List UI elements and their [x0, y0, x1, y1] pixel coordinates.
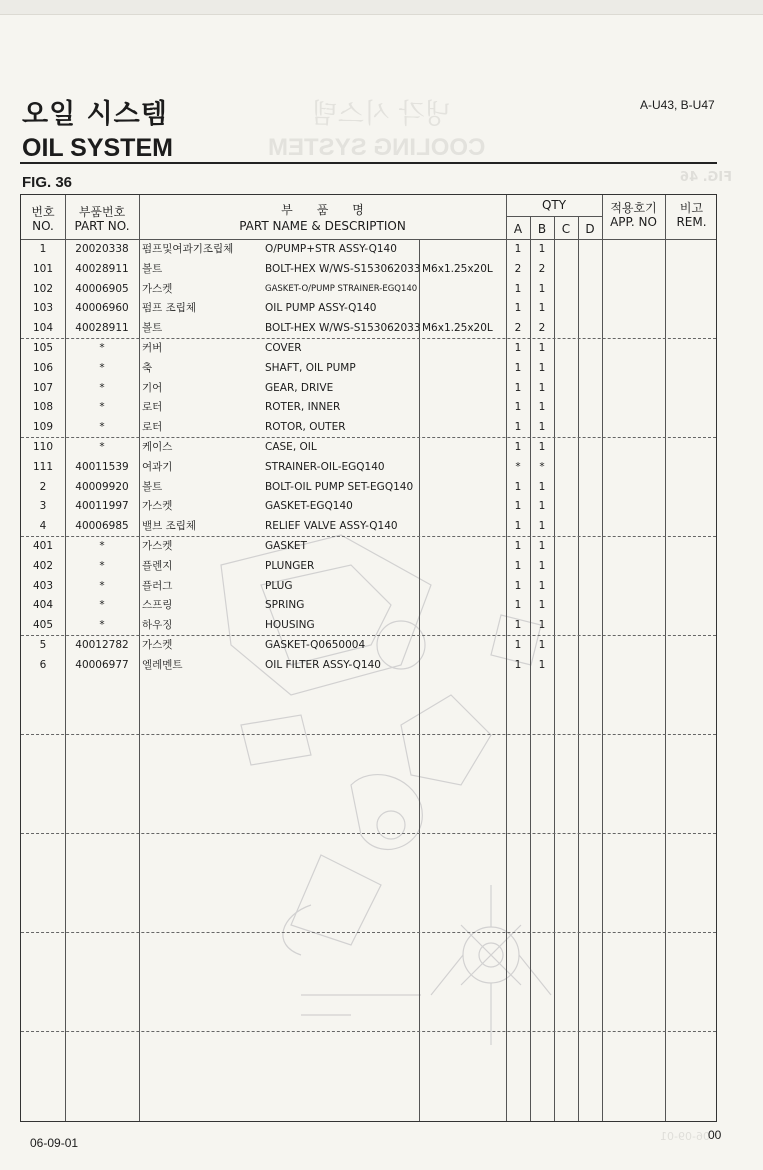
row-description: STRAINER-OIL-EGQ140: [265, 461, 385, 473]
row-name-korean: 플렌지: [142, 560, 173, 572]
row-qty-b: 1: [538, 481, 546, 493]
row-part-number: 40009920: [75, 481, 129, 493]
row-name-korean: 가스켓: [142, 639, 173, 651]
row-number: 2: [39, 481, 47, 493]
row-qty-a: 1: [514, 283, 522, 295]
figure-label: FIG. 36: [22, 174, 73, 191]
row-description: RELIEF VALVE ASSY-Q140: [265, 520, 398, 532]
row-part-number: 40012782: [75, 639, 129, 651]
row-description: O/PUMP+STR ASSY-Q140: [265, 243, 397, 255]
row-description: GASKET: [265, 540, 307, 552]
row-number: 107: [32, 382, 54, 394]
header-part-no-en: PART NO.: [74, 219, 130, 233]
row-number: 5: [39, 639, 47, 651]
row-qty-b: 1: [538, 520, 546, 532]
row-number: 1: [39, 243, 47, 255]
row-number: 401: [32, 540, 54, 552]
header-app-no-en: APP. NO: [610, 215, 657, 229]
row-qty-a: 1: [514, 441, 522, 453]
header-no-en: NO.: [32, 219, 54, 233]
header-qty-b: B: [537, 222, 547, 236]
row-part-number: 40028911: [75, 322, 129, 334]
page-title-english: OIL SYSTEM: [22, 134, 173, 162]
col-divider-d: [602, 195, 603, 1121]
row-number: 104: [32, 322, 54, 334]
row-qty-a: 1: [514, 401, 522, 413]
row-spec: M6x1.25x20L: [422, 263, 493, 275]
bleed-through-footer: 06-09-01: [660, 1130, 710, 1143]
row-part-number: *: [99, 401, 105, 413]
row-description: GASKET-Q0650004: [265, 639, 366, 651]
row-number: 404: [32, 599, 54, 611]
row-name-korean: 여과기: [142, 461, 173, 473]
row-description: ROTOR, OUTER: [265, 421, 346, 433]
row-part-number: *: [99, 382, 105, 394]
row-name-korean: 펌프및여과기조립체: [142, 243, 234, 255]
group-rule-7: [21, 932, 716, 933]
group-rule-2: [21, 437, 716, 438]
row-name-korean: 로터: [142, 401, 163, 413]
header-no: [21, 205, 65, 233]
row-qty-b: 1: [538, 302, 546, 314]
row-qty-a: 1: [514, 243, 522, 255]
row-name-korean: 가스켓: [142, 283, 173, 295]
row-part-number: 40011539: [75, 461, 129, 473]
header-rule: [21, 239, 716, 240]
row-part-number: *: [99, 441, 105, 453]
header-qty-c: C: [561, 222, 571, 236]
row-qty-a: 1: [514, 302, 522, 314]
row-part-number: 40006977: [75, 659, 129, 671]
col-divider-c: [578, 216, 579, 1121]
header-app-no-kr: 적용호기: [610, 201, 657, 215]
row-name-korean: 펌프 조립체: [142, 302, 197, 314]
row-qty-b: 1: [538, 441, 546, 453]
row-number: 105: [32, 342, 54, 354]
row-name-korean: 축: [142, 362, 153, 374]
row-description: PLUG: [265, 580, 293, 592]
row-qty-b: 1: [538, 342, 546, 354]
row-qty-b: 1: [538, 560, 546, 572]
row-qty-a: 1: [514, 560, 522, 572]
model-code: A-U43, B-U47: [640, 98, 715, 112]
row-qty-a: 1: [514, 520, 522, 532]
qty-split-rule: [506, 216, 602, 217]
row-name-korean: 볼트: [142, 481, 163, 493]
row-qty-b: 1: [538, 243, 546, 255]
row-qty-b: 1: [538, 639, 546, 651]
header-app-no: [602, 201, 665, 229]
row-description: GASKET-EGQ140: [265, 500, 353, 512]
header-qty: QTY: [541, 198, 567, 212]
page-title-korean: 오일 시스템: [22, 99, 168, 130]
col-divider-b: [554, 216, 555, 1121]
row-qty-b: 1: [538, 540, 546, 552]
row-number: 103: [32, 302, 54, 314]
row-name-korean: 볼트: [142, 263, 163, 275]
group-rule-8: [21, 1031, 716, 1032]
header-part-name: [139, 203, 506, 233]
row-number: 109: [32, 421, 54, 433]
col-divider-spec: [419, 239, 420, 1121]
row-part-number: *: [99, 342, 105, 354]
row-qty-b: 1: [538, 619, 546, 631]
row-qty-b: 1: [538, 599, 546, 611]
row-part-number: *: [99, 540, 105, 552]
row-part-number: *: [99, 421, 105, 433]
row-description: GASKET-O/PUMP STRAINER-EGQ140: [265, 284, 418, 294]
row-qty-a: 2: [514, 322, 522, 334]
header-part-no-kr: 부품번호: [78, 205, 126, 219]
row-qty-a: 1: [514, 362, 522, 374]
row-qty-b: 1: [538, 500, 546, 512]
row-qty-b: 1: [538, 362, 546, 374]
header-part-name-kr: 부 품 명: [281, 203, 364, 217]
header-remarks-en: REM.: [676, 215, 707, 229]
row-number: 106: [32, 362, 54, 374]
row-name-korean: 커버: [142, 342, 163, 354]
row-description: GEAR, DRIVE: [265, 382, 334, 394]
group-rule-5: [21, 734, 716, 735]
row-number: 402: [32, 560, 54, 572]
row-qty-a: 1: [514, 599, 522, 611]
row-description: PLUNGER: [265, 560, 315, 572]
row-name-korean: 볼트: [142, 322, 163, 334]
row-name-korean: 로터: [142, 421, 163, 433]
row-part-number: 20020338: [75, 243, 129, 255]
row-qty-b: 1: [538, 421, 546, 433]
group-rule-1: [21, 338, 716, 339]
footer-date: 06-09-01: [30, 1136, 79, 1150]
row-qty-a: 1: [514, 639, 522, 651]
row-number: 108: [32, 401, 54, 413]
row-name-korean: 플러그: [142, 580, 173, 592]
row-description: OIL PUMP ASSY-Q140: [265, 302, 377, 314]
row-name-korean: 엘레멘트: [142, 659, 183, 671]
row-part-number: *: [99, 580, 105, 592]
parts-table: [20, 194, 717, 1122]
row-part-number: 40006985: [75, 520, 129, 532]
row-number: 3: [39, 500, 47, 512]
bleed-through-fig: FIG. 46: [680, 170, 732, 185]
col-divider-app: [665, 195, 666, 1121]
row-part-number: *: [99, 599, 105, 611]
row-qty-b: 2: [538, 322, 546, 334]
row-name-korean: 하우징: [142, 619, 173, 631]
group-rule-4: [21, 635, 716, 636]
group-rule-6: [21, 833, 716, 834]
page-top-edge: [0, 0, 763, 15]
row-qty-b: 1: [538, 580, 546, 592]
row-qty-a: 1: [514, 659, 522, 671]
row-name-korean: 스프링: [142, 599, 173, 611]
row-qty-a: 1: [514, 540, 522, 552]
row-number: 403: [32, 580, 54, 592]
row-qty-a: 2: [514, 263, 522, 275]
row-name-korean: 케이스: [142, 441, 173, 453]
header-qty-d: D: [585, 222, 595, 236]
row-description: BOLT-HEX W/WS-S153062033: [265, 263, 421, 275]
row-number: 101: [32, 263, 54, 275]
row-qty-b: *: [539, 461, 545, 473]
header-remarks-kr: 비고: [679, 201, 704, 215]
row-name-korean: 가스켓: [142, 500, 173, 512]
row-name-korean: 밸브 조립체: [142, 520, 197, 532]
row-description: BOLT-OIL PUMP SET-EGQ140: [265, 481, 414, 493]
row-description: OIL FILTER ASSY-Q140: [265, 659, 381, 671]
row-number: 110: [32, 441, 54, 453]
row-qty-b: 1: [538, 401, 546, 413]
row-name-korean: 가스켓: [142, 540, 173, 552]
row-qty-a: 1: [514, 382, 522, 394]
row-qty-b: 2: [538, 263, 546, 275]
title-rule: [20, 162, 717, 164]
row-spec: M6x1.25x20L: [422, 322, 493, 334]
row-description: SHAFT, OIL PUMP: [265, 362, 356, 374]
row-qty-b: 1: [538, 382, 546, 394]
row-part-number: *: [99, 560, 105, 572]
row-qty-b: 1: [538, 659, 546, 671]
header-qty-a: A: [513, 222, 523, 236]
footer-page-number: 00: [708, 1128, 722, 1142]
row-description: ROTER, INNER: [265, 401, 341, 413]
group-rule-3: [21, 536, 716, 537]
row-part-number: *: [99, 362, 105, 374]
row-qty-a: 1: [514, 500, 522, 512]
header-part-no: [65, 205, 139, 233]
row-number: 4: [39, 520, 47, 532]
row-description: CASE, OIL: [265, 441, 317, 453]
row-number: 6: [39, 659, 47, 671]
row-part-number: 40006905: [75, 283, 129, 295]
row-number: 405: [32, 619, 54, 631]
row-part-number: 40028911: [75, 263, 129, 275]
row-name-korean: 기어: [142, 382, 163, 394]
row-qty-a: 1: [514, 342, 522, 354]
row-part-number: *: [99, 619, 105, 631]
header-part-name-en: PART NAME & DESCRIPTION: [239, 219, 406, 233]
row-part-number: 40011997: [75, 500, 129, 512]
row-description: SPRING: [265, 599, 305, 611]
row-description: COVER: [265, 342, 302, 354]
row-qty-a: 1: [514, 421, 522, 433]
row-qty-a: 1: [514, 481, 522, 493]
row-description: HOUSING: [265, 619, 315, 631]
row-qty-a: *: [515, 461, 521, 473]
bleed-through-title-en: COOLING SYSTEM: [268, 134, 486, 161]
row-number: 102: [32, 283, 54, 295]
row-qty-a: 1: [514, 619, 522, 631]
header-remarks: [665, 201, 717, 229]
row-qty-a: 1: [514, 580, 522, 592]
header-no-kr: 번호: [31, 205, 55, 219]
row-part-number: 40006960: [75, 302, 129, 314]
row-description: BOLT-HEX W/WS-S153062033: [265, 322, 421, 334]
bleed-through-title-kr: 냉각 시스템: [312, 99, 451, 130]
row-qty-b: 1: [538, 283, 546, 295]
row-number: 111: [32, 461, 54, 473]
